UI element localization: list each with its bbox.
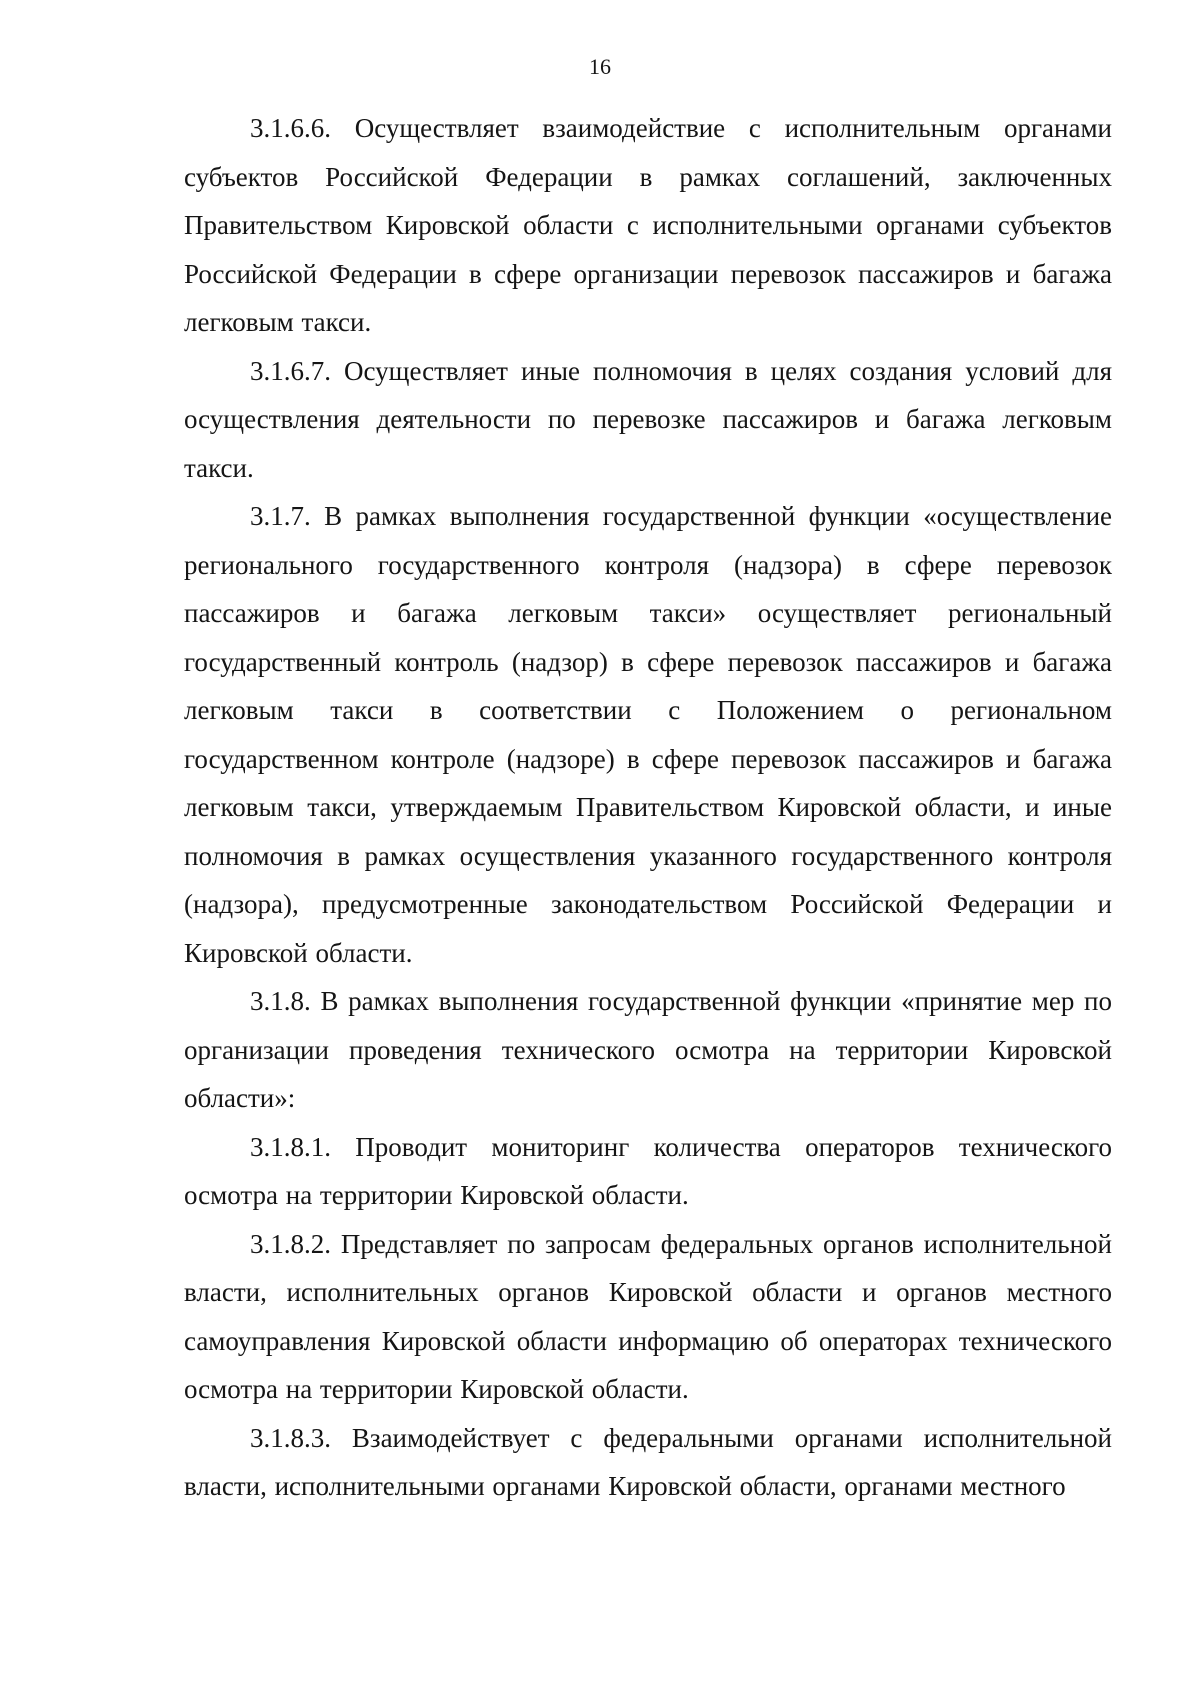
page-number: 16 <box>589 54 611 79</box>
paragraph-3-1-8-3: 3.1.8.3. Взаимодействует с федеральными органами исполнительной власти, исполнительными органами Кировской области, органами местного <box>184 1422 1112 1501</box>
paragraph-3-1-8-2: 3.1.8.2. Представляет по запросам федеральных органов исполнительной власти, исполнительных органов Кировской области и органов местного самоуправления Кировской области информацию об операторах технического осмотра на территории Кировской области. <box>184 1228 1112 1404</box>
paragraph-3-1-8-1: 3.1.8.1. Проводит мониторинг количества операторов технического осмотра на территории Кировской области. <box>184 1131 1112 1210</box>
paragraph-3-1-7: 3.1.7. В рамках выполнения государственной функции «осуществление регионального государственного контроля (надзора) в сфере перевозок пассажиров и багажа легковым такси» осуществляет региональный государственный контроль (надзор) в сфере перевозок пассажиров и багажа легковым такси в соответствии с Положением о региональном государственном контроле (надзоре) в сфере перевозок пассажиров и багажа легковым такси, утверждаемым Правительством Кировской области, и иные полномочия в рамках осуществления указанного государственного контроля (надзора), предусмотренные законодательством Российской Федерации и Кировской области. <box>184 501 1112 968</box>
paragraph-3-1-6-7: 3.1.6.7. Осуществляет иные полномочия в целях создания условий для осуществления деятельности по перевозке пассажиров и багажа легковым такси. <box>184 355 1112 483</box>
paragraph-3-1-6-6: 3.1.6.6. Осуществляет взаимодействие с исполнительным органами субъектов Российской Федерации в рамках соглашений, заключенных Правительством Кировской области с исполнительными органами субъектов Российской Федерации в сфере организации перевозок пассажиров и багажа легковым такси. <box>184 113 1112 337</box>
paragraph-3-1-8: 3.1.8. В рамках выполнения государственной функции «принятие мер по организации проведения технического осмотра на территории Кировской области»: <box>184 986 1112 1113</box>
document-body <box>184 104 1112 1511</box>
